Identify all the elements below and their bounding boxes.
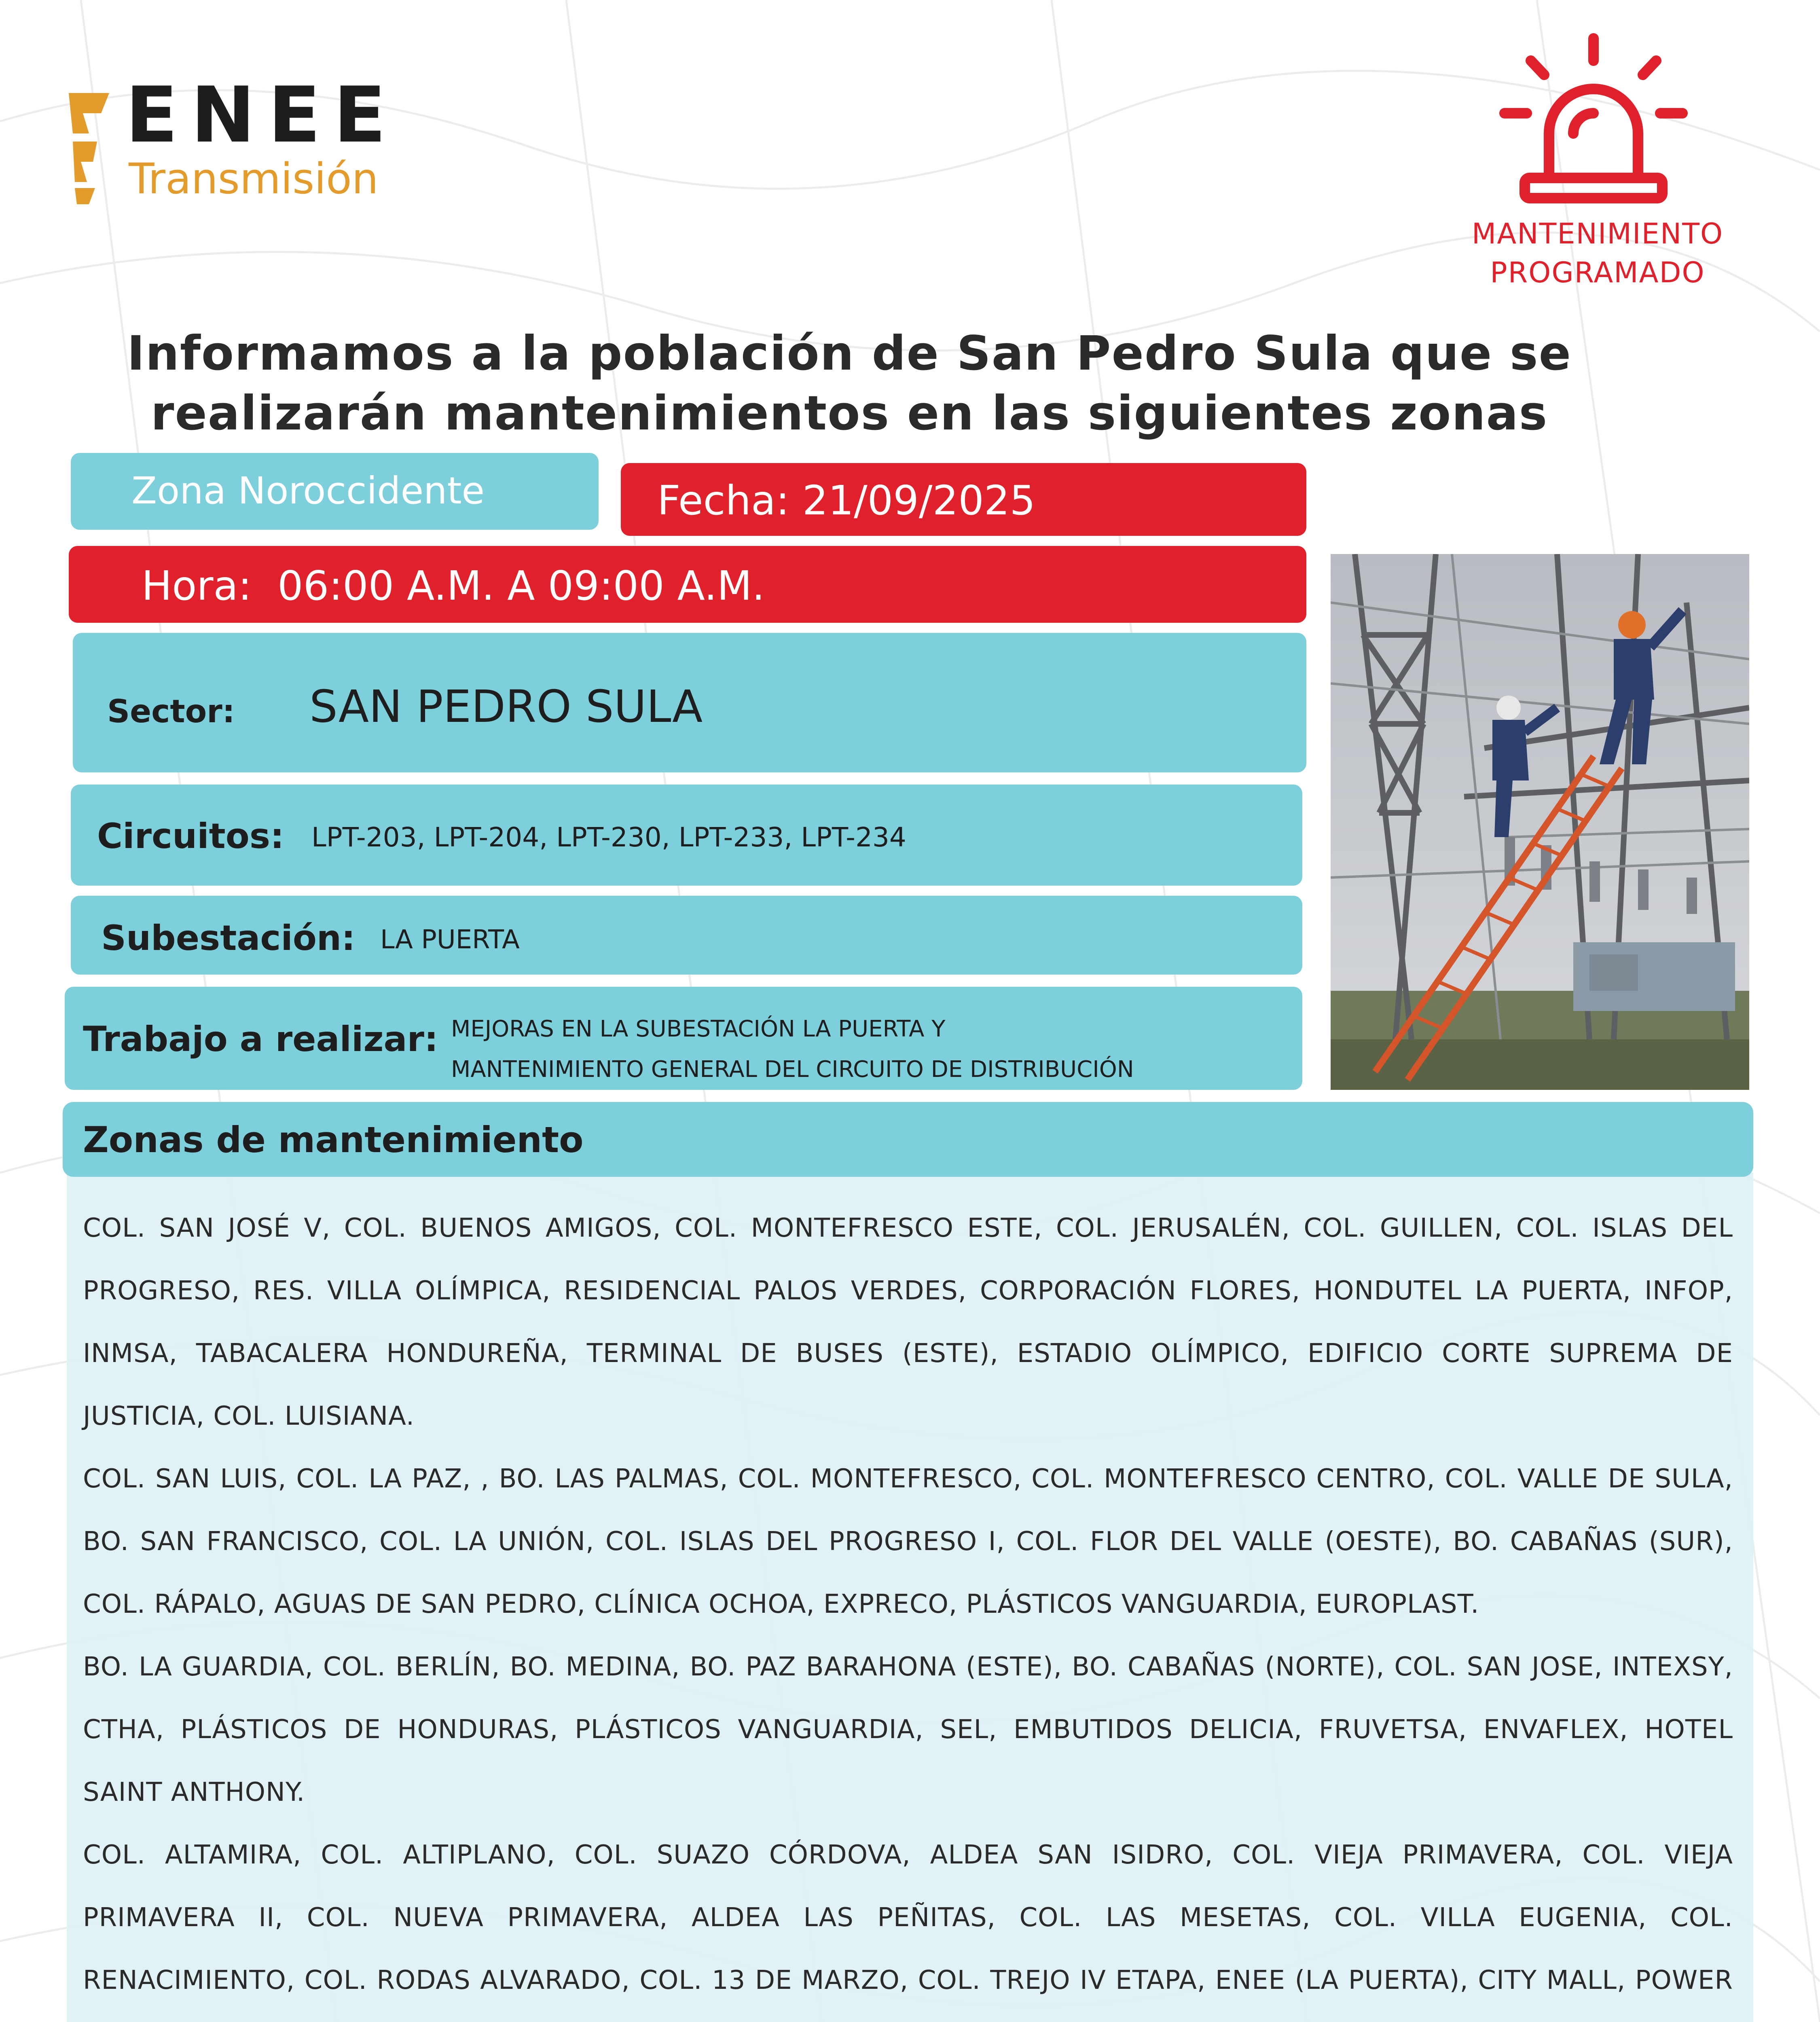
circuitos-box	[71, 785, 1302, 886]
fecha-value: 21/09/2025	[802, 477, 1036, 524]
zona-paragraph: COL. SAN LUIS, COL. LA PAZ, , BO. LAS PALMAS, COL. MONTEFRESCO, COL. MONTEFRESCO CENTRO, COL. VALLE DE SULA, BO. SAN FRANCISCO, COL. LA UNIÓN, COL. ISLAS DEL PROGRESO I, COL. FLOR DEL VALLE (OESTE), BO. CABAÑAS (SUR), COL. RÁPALO, AGUAS DE SAN PEDRO, CLÍNICA OCHOA, EXPRECO, PLÁSTICOS VANGUARDIA, EUROPLAST.	[83, 1464, 1733, 1619]
zona-paragraph: COL. SAN JOSÉ V, COL. BUENOS AMIGOS, COL. MONTEFRESCO ESTE, COL. JERUSALÉN, COL. GUILLEN, COL. ISLAS DEL PROGRESO, RES. VILLA OLÍMPICA, RESIDENCIAL PALOS VERDES, CORPORACIÓN FLORES, HONDUTEL LA PUERTA, INFOP, INMSA, TABACALERA HONDUREÑA, TERMINAL DE BUSES (ESTE), ESTADIO OLÍMPICO, EDIFICIO CORTE SUPREMA DE JUSTICIA, COL. LUISIANA.	[83, 1213, 1733, 1431]
fecha-label: Fecha:	[657, 477, 789, 524]
circuitos-value: LPT-203, LPT-204, LPT-230, LPT-233, LPT-234	[311, 822, 906, 853]
zonas-header	[63, 1102, 1753, 1177]
zona-paragraph: BO. LA GUARDIA, COL. BERLÍN, BO. MEDINA, BO. PAZ BARAHONA (ESTE), BO. CABAÑAS (NORTE), COL. SAN JOSE, INTEXSY, CTHA, PLÁSTICOS DE HONDURAS, PLÁSTICOS VANGUARDIA, SEL, EMBUTIDOS DELICIA, FRUVETSA, ENVAFLEX, HOTEL SAINT ANTHONY.	[83, 1652, 1733, 1807]
circuitos-label: Circuitos:	[97, 816, 284, 857]
subestacion-label: Subestación:	[101, 918, 356, 958]
hora-value: 06:00 A.M. A 09:00 A.M.	[277, 562, 765, 609]
fecha-text	[657, 477, 1035, 524]
trabajo-value	[451, 1009, 1134, 1090]
alert-label	[1424, 214, 1771, 292]
headline-line2: realizarán mantenimientos en las siguientes zonas	[150, 385, 1548, 441]
fecha-badge	[621, 463, 1306, 536]
zona-paragraph: COL. ALTAMIRA, COL. ALTIPLANO, COL. SUAZO CÓRDOVA, ALDEA SAN ISIDRO, COL. VIEJA PRIMAVERA, COL. VIEJA PRIMAVERA II, COL. NUEVA PRIMAVERA, ALDEA LAS PEÑITAS, COL. LAS MESETAS, COL. VILLA EUGENIA, COL. RENACIMIENTO, COL. RODAS ALVARADO, COL. 13 DE MARZO, COL. TREJO IV ETAPA, ENEE (LA PUERTA), CITY MALL, POWER	[83, 1840, 1733, 1995]
alert-label-line1: MANTENIMIENTO	[1471, 217, 1724, 250]
trabajo-line1: MEJORAS EN LA SUBESTACIÓN LA PUERTA Y	[451, 1016, 946, 1042]
subestacion-box	[71, 896, 1302, 975]
trabajo-box	[65, 987, 1302, 1090]
alarm-siren-icon	[1496, 32, 1691, 206]
sector-value: SAN PEDRO SULA	[309, 681, 703, 732]
zonas-list	[83, 1197, 1733, 2022]
hora-text	[142, 562, 765, 609]
sector-label: Sector:	[107, 694, 235, 730]
alert-label-line2: PROGRAMADO	[1490, 256, 1705, 289]
headline	[61, 324, 1638, 443]
enee-logo-icon	[65, 89, 113, 206]
subestacion-value: LA PUERTA	[380, 925, 520, 955]
substation-workers-photo	[1331, 554, 1749, 1090]
headline-line1: Informamos a la población de San Pedro Sula que se	[127, 326, 1572, 381]
trabajo-label: Trabajo a realizar:	[83, 1019, 438, 1060]
zona-badge	[71, 453, 599, 530]
zona-label: Zona Noroccidente	[131, 469, 485, 512]
hora-badge	[69, 546, 1306, 623]
brand-division: Transmisión	[129, 154, 379, 203]
zonas-title: Zonas de mantenimiento	[83, 1119, 584, 1161]
sector-box	[73, 633, 1306, 772]
trabajo-line2: MANTENIMIENTO GENERAL DEL CIRCUITO DE DISTRIBUCIÓN	[451, 1056, 1134, 1083]
hora-label: Hora:	[142, 562, 252, 609]
brand-name: ENEE	[125, 70, 399, 160]
